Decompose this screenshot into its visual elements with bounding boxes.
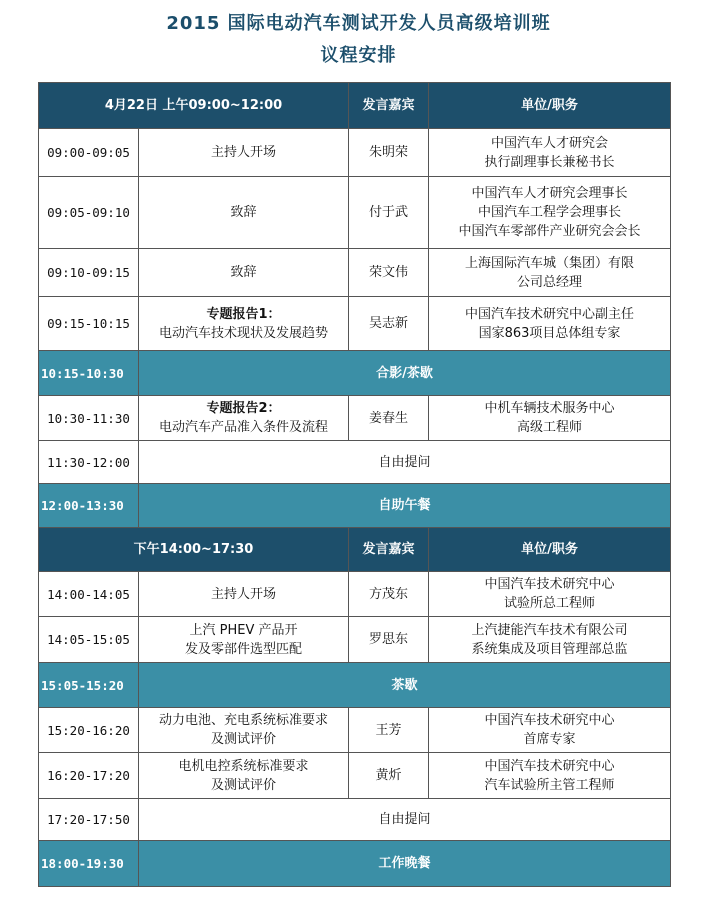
- time-cell: 09:05-09:10: [39, 177, 139, 249]
- topic-text: 上汽 PHEV 产品开: [189, 622, 298, 638]
- agenda-row: [39, 396, 671, 441]
- org-line: 执行副理事长兼秘书长: [484, 154, 615, 170]
- agenda-row: [39, 708, 671, 753]
- time-cell: 11:30-12:00: [39, 441, 139, 484]
- org-column-header: 单位/职务: [429, 528, 671, 572]
- agenda-row: [39, 572, 671, 617]
- org-cell: [429, 572, 671, 617]
- time-cell: 16:20-17:20: [39, 753, 139, 799]
- org-line: 高级工程师: [517, 420, 583, 435]
- agenda-row: [39, 129, 671, 177]
- speaker-cell: 付于武: [349, 177, 429, 249]
- topic-text: 及测试评价: [211, 732, 277, 747]
- morning-header-row: [39, 83, 671, 129]
- topic-text: 动力电池、充电系统标准要求: [159, 713, 329, 728]
- org-cell: [429, 617, 671, 663]
- org-line: 中国汽车技术研究中心: [484, 758, 615, 774]
- speaker-cell: 方茂东: [349, 572, 429, 617]
- org-cell: [429, 708, 671, 753]
- time-cell: 09:00-09:05: [39, 129, 139, 177]
- document-subtitle: 议程安排: [320, 45, 397, 66]
- break-row: [39, 841, 671, 887]
- afternoon-header-row: [39, 528, 671, 572]
- agenda-row: [39, 297, 671, 351]
- time-cell: 09:10-09:15: [39, 249, 139, 297]
- topic-cell: [139, 249, 349, 297]
- org-cell: [429, 249, 671, 297]
- org-line: 上汽捷能汽车技术有限公司: [471, 622, 628, 638]
- time-cell: 17:20-17:50: [39, 799, 139, 841]
- org-line: 中国汽车技术研究中心: [484, 577, 615, 592]
- agenda-row: [39, 617, 671, 663]
- topic-text: 主持人开场: [211, 145, 277, 160]
- agenda-row: [39, 249, 671, 297]
- speaker-column-header: 发言嘉宾: [349, 83, 429, 129]
- break-label: 工作晚餐: [139, 841, 671, 887]
- org-line: 中机车辆技术服务中心: [484, 401, 615, 416]
- agenda-table: [38, 82, 671, 887]
- topic-cell: [139, 129, 349, 177]
- org-cell: [429, 396, 671, 441]
- topic-text: 电机电控系统标准要求: [178, 758, 309, 774]
- speaker-cell: 罗思东: [349, 617, 429, 663]
- topic-text: 致辞: [230, 265, 257, 280]
- org-line: 系统集成及项目管理部总监: [471, 641, 628, 657]
- speaker-cell: 黄炘: [349, 753, 429, 799]
- speaker-cell: 姜春生: [349, 396, 429, 441]
- org-line: 中国汽车技术研究中心副主任: [465, 306, 635, 322]
- org-column-header: 单位/职务: [429, 83, 671, 129]
- time-cell: 10:30-11:30: [39, 396, 139, 441]
- topic-cell: [139, 708, 349, 753]
- topic-cell: [139, 297, 349, 351]
- topic-text: 致辞: [230, 205, 257, 220]
- org-line: 公司总经理: [517, 274, 583, 290]
- document-title: 2015 国际电动汽车测试开发人员高级培训班: [166, 13, 551, 34]
- time-cell: 10:15-10:30: [39, 351, 139, 396]
- qa-row: [39, 799, 671, 841]
- break-label: 合影/茶歇: [139, 351, 671, 396]
- org-cell: [429, 297, 671, 351]
- afternoon-session-header: 下午14:00~17:30: [39, 528, 349, 572]
- time-cell: 09:15-10:15: [39, 297, 139, 351]
- qa-label: 自由提问: [139, 441, 671, 484]
- topic-cell: [139, 617, 349, 663]
- topic-text: 及测试评价: [211, 777, 277, 793]
- topic-cell: [139, 177, 349, 249]
- org-line: 汽车试验所主管工程师: [484, 777, 615, 793]
- speaker-cell: 王芳: [349, 708, 429, 753]
- qa-row: [39, 441, 671, 484]
- break-row: [39, 484, 671, 528]
- topic-text: 主持人开场: [211, 586, 277, 602]
- speaker-column-header: 发言嘉宾: [349, 528, 429, 572]
- agenda-row: [39, 177, 671, 249]
- org-line: 中国汽车人才研究会理事长: [471, 186, 628, 201]
- topic-heading: 专题报告2：: [206, 401, 281, 416]
- time-cell: 15:05-15:20: [39, 663, 139, 708]
- break-row: [39, 663, 671, 708]
- topic-text: 电动汽车产品准入条件及流程: [159, 420, 329, 435]
- time-cell: 14:00-14:05: [39, 572, 139, 617]
- topic-text: 电动汽车技术现状及发展趋势: [159, 325, 329, 341]
- speaker-cell: 朱明荣: [349, 129, 429, 177]
- org-line: 中国汽车工程学会理事长: [478, 205, 622, 220]
- topic-cell: [139, 396, 349, 441]
- org-line: 国家863项目总体组专家: [478, 325, 621, 341]
- org-line: 中国汽车零部件产业研究会会长: [458, 224, 641, 239]
- time-cell: 18:00-19:30: [39, 841, 139, 887]
- org-line: 首席专家: [523, 732, 576, 747]
- break-row: [39, 351, 671, 396]
- break-label: 自助午餐: [139, 484, 671, 528]
- org-cell: [429, 753, 671, 799]
- time-cell: 14:05-15:05: [39, 617, 139, 663]
- topic-cell: [139, 753, 349, 799]
- org-cell: [429, 129, 671, 177]
- topic-heading: 专题报告1：: [206, 306, 281, 322]
- morning-session-header: 4月22日 上午09:00~12:00: [39, 83, 349, 129]
- speaker-cell: 吴志新: [349, 297, 429, 351]
- time-cell: 12:00-13:30: [39, 484, 139, 528]
- time-cell: 15:20-16:20: [39, 708, 139, 753]
- topic-text: 发及零部件选型匹配: [185, 641, 303, 657]
- agenda-row: [39, 753, 671, 799]
- org-cell: [429, 177, 671, 249]
- break-label: 茶歇: [139, 663, 671, 708]
- speaker-cell: 荣文伟: [349, 249, 429, 297]
- qa-label: 自由提问: [139, 799, 671, 841]
- org-line: 试验所总工程师: [504, 596, 596, 611]
- org-line: 上海国际汽车城（集团）有限: [465, 255, 635, 271]
- org-line: 中国汽车技术研究中心: [484, 713, 615, 728]
- topic-cell: [139, 572, 349, 617]
- org-line: 中国汽车人才研究会: [491, 135, 609, 151]
